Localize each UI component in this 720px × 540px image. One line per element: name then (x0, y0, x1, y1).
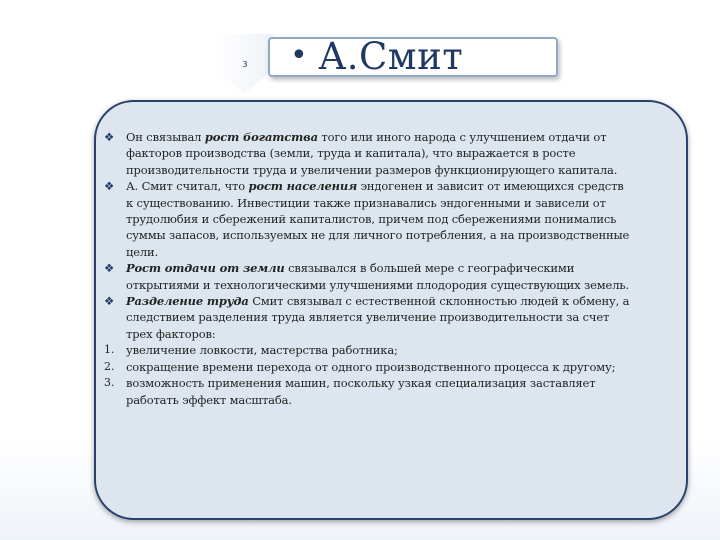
item-text-emphasis: Разделение труда (126, 294, 249, 309)
list-item-rost-naseleniya (104, 178, 634, 260)
title-box (268, 37, 558, 77)
item-text-pre: А. Смит считал, что (126, 179, 249, 194)
slide-title (290, 35, 463, 78)
numbered-item-1 (104, 342, 634, 358)
diamond-bullet-icon: ❖ (104, 179, 115, 194)
item-text-post: связывался в большей мере с географическими открытиями и технологическими улучшениями плодородия существующих земель. (126, 261, 629, 292)
diamond-bullet-icon: ❖ (104, 294, 115, 309)
list-item-rost-otdachi (104, 260, 634, 293)
item-text-emphasis: Рост отдачи от земли (126, 261, 285, 276)
content-list (104, 129, 634, 408)
numbered-item-3 (104, 375, 634, 408)
item-text-post: эндогенен и зависит от имеющихся средств к существованию. Инвестиции также признавались эндогенными и зависели от трудолюбия и сбережений капиталистов, причем под сбережениями понимались суммы запасов, используемых не для личного потребления, а на производственные цели. (126, 179, 630, 259)
item-text-post: Смит связывал с естественной склонностью людей к обмену, а следствием разделения труда является увеличение производительности за счет трех факторов: (126, 294, 630, 341)
item-text: возможность применения машин, поскольку узкая специализация заставляет работать эффект масштаба. (126, 376, 596, 407)
item-text-emphasis: рост богатства (204, 130, 318, 144)
number-marker: 3. (104, 376, 115, 390)
item-text-pre: Он связывал (126, 130, 205, 144)
diamond-bullet-icon: ❖ (104, 130, 115, 144)
number-marker: 2. (104, 359, 115, 373)
diamond-bullet-icon: ❖ (104, 261, 115, 276)
item-text: увеличение ловкости, мастерства работника; (126, 343, 398, 358)
numbered-item-2 (104, 359, 634, 375)
slide-number: 3 (242, 60, 248, 69)
item-text-post: того или иного народа с улучшением отдачи от факторов производства (земли, труда и капитала), что выражается в росте производительности труда и увеличении размеров функционирующего капитала. (126, 130, 618, 177)
title-text: А.Смит (318, 35, 464, 78)
list-item-rost-bogatstva (104, 129, 634, 178)
list-item-razdelenie-truda (104, 293, 634, 342)
number-marker: 1. (104, 343, 115, 357)
title-bullet: • (290, 38, 309, 73)
item-text: сокращение времени перехода от одного производственного процесса к другому; (126, 359, 616, 374)
item-text-emphasis: рост населения (248, 179, 358, 194)
